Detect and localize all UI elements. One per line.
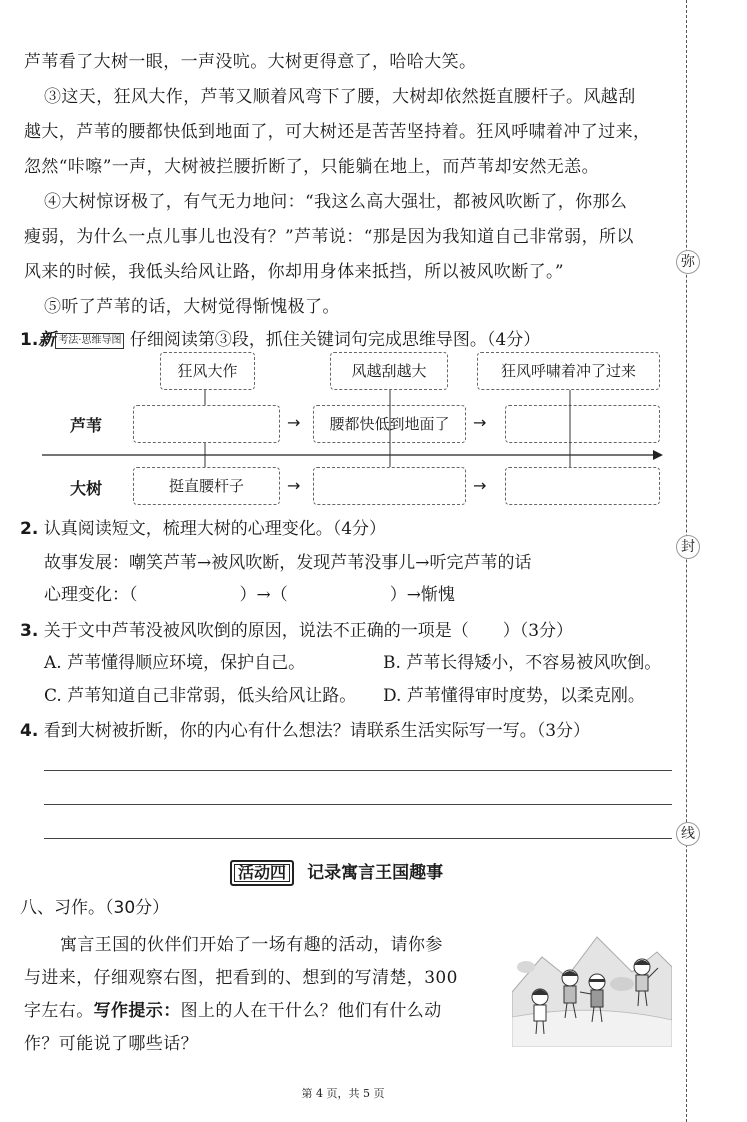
reed-box-2: 腰都快低到地面了 bbox=[313, 405, 466, 443]
tree-answer-box-3[interactable] bbox=[505, 467, 660, 505]
question-1: 1.新 考法·思维导图 仔细阅读第③段，抓住关键词句完成思维导图。（4分） bbox=[20, 330, 541, 350]
section-heading: 八、习作。（30分） bbox=[20, 898, 170, 918]
passage-p4-line1: ④大树惊讶极了，有气无力地问：“我这么高大强壮，都被风吹断了，你那么 bbox=[44, 192, 628, 212]
q2-story-line: 故事发展：嘲笑芦苇→被风吹断，发现芦苇没事儿→听完芦苇的话 bbox=[44, 553, 532, 573]
page-footer: 第 4 页，共 5 页 bbox=[301, 1087, 385, 1100]
binding-char-3: 线 bbox=[676, 822, 700, 846]
stage-box-3: 狂风呼啸着冲了过来 bbox=[477, 352, 660, 390]
passage-p4-line3: 风来的时候，我低头给风让路，你却用身体来抵挡，所以被风吹断了。” bbox=[24, 262, 564, 282]
answer-line[interactable] bbox=[44, 770, 672, 771]
question-4: 4. 看到大树被折断，你的内心有什么想法？请联系生活实际写一写。（3分） bbox=[20, 721, 591, 741]
answer-line[interactable] bbox=[44, 804, 672, 805]
prompt-line2: 与进来，仔细观察右图，把看到的、想到的写清楚，300 bbox=[24, 968, 458, 988]
cut-line bbox=[686, 0, 687, 1122]
option-b[interactable]: B. 芦苇长得矮小，不容易被风吹倒。 bbox=[383, 653, 662, 673]
timeline bbox=[0, 0, 686, 520]
passage-p5: ⑤听了芦苇的话，大树觉得惭愧极了。 bbox=[44, 297, 340, 317]
passage-p3-line2: 越大，芦苇的腰都快低到地面了，可大树还是苦苦坚持着。狂风呼啸着冲了过来， bbox=[24, 122, 651, 142]
question-3: 3. 关于文中芦苇没被风吹倒的原因，说法不正确的一项是（ ）（3分） bbox=[20, 621, 574, 641]
passage-p3-line1: ③这天，狂风大作，芦苇又顺着风弯下了腰，大树却依然挺直腰杆子。风越刮 bbox=[44, 87, 636, 107]
stage-box-2: 风越刮越大 bbox=[330, 352, 448, 390]
activity-tag: 活动四 bbox=[230, 860, 294, 886]
passage-p4-line2: 瘦弱，为什么一点儿事儿也没有？”芦苇说：“那是因为我知道自己非常弱，所以 bbox=[24, 227, 634, 247]
activity-title: 记录寓言王国趣事 bbox=[307, 863, 444, 883]
binding-char-1: 弥 bbox=[676, 250, 700, 274]
arrow-icon: → bbox=[287, 476, 301, 495]
option-c[interactable]: C. 芦苇知道自己非常弱，低头给风让路。 bbox=[44, 686, 357, 706]
option-d[interactable]: D. 芦苇懂得审时度势，以柔克刚。 bbox=[383, 686, 645, 706]
prompt-line3: 字左右。写作提示：图上的人在干什么？他们有什么动 bbox=[24, 1001, 442, 1021]
passage-p3-line3: 忽然“咔嚓”一声，大树被拦腰折断了，只能躺在地上，而芦苇却安然无恙。 bbox=[24, 157, 599, 177]
answer-line[interactable] bbox=[44, 838, 672, 839]
prompt-line4: 作？可能说了哪些话？ bbox=[24, 1034, 198, 1054]
row-label-tree: 大树 bbox=[70, 479, 103, 498]
arrow-icon: → bbox=[473, 413, 487, 432]
tree-answer-box-2[interactable] bbox=[313, 467, 466, 505]
tree-box-1: 挺直腰杆子 bbox=[133, 467, 280, 505]
activity-header bbox=[230, 858, 443, 884]
stage-box-1: 狂风大作 bbox=[160, 352, 255, 390]
passage-line: 芦苇看了大树一眼，一声没吭。大树更得意了，哈哈大笑。 bbox=[24, 52, 477, 72]
question-2: 2. 认真阅读短文，梳理大树的心理变化。（4分） bbox=[20, 519, 387, 539]
arrow-icon: → bbox=[287, 413, 301, 432]
children-illustration bbox=[512, 922, 672, 1047]
prompt-line1: 寓言王国的伙伴们开始了一场有趣的活动，请你参 bbox=[60, 935, 443, 955]
row-label-reed: 芦苇 bbox=[70, 416, 103, 435]
binding-char-2: 封 bbox=[676, 535, 700, 559]
q2-feeling-line[interactable]: 心理变化：（ ）→（ ）→惭愧 bbox=[44, 585, 455, 605]
arrow-icon: → bbox=[473, 476, 487, 495]
option-a[interactable]: A. 芦苇懂得顺应环境，保护自己。 bbox=[44, 653, 306, 673]
